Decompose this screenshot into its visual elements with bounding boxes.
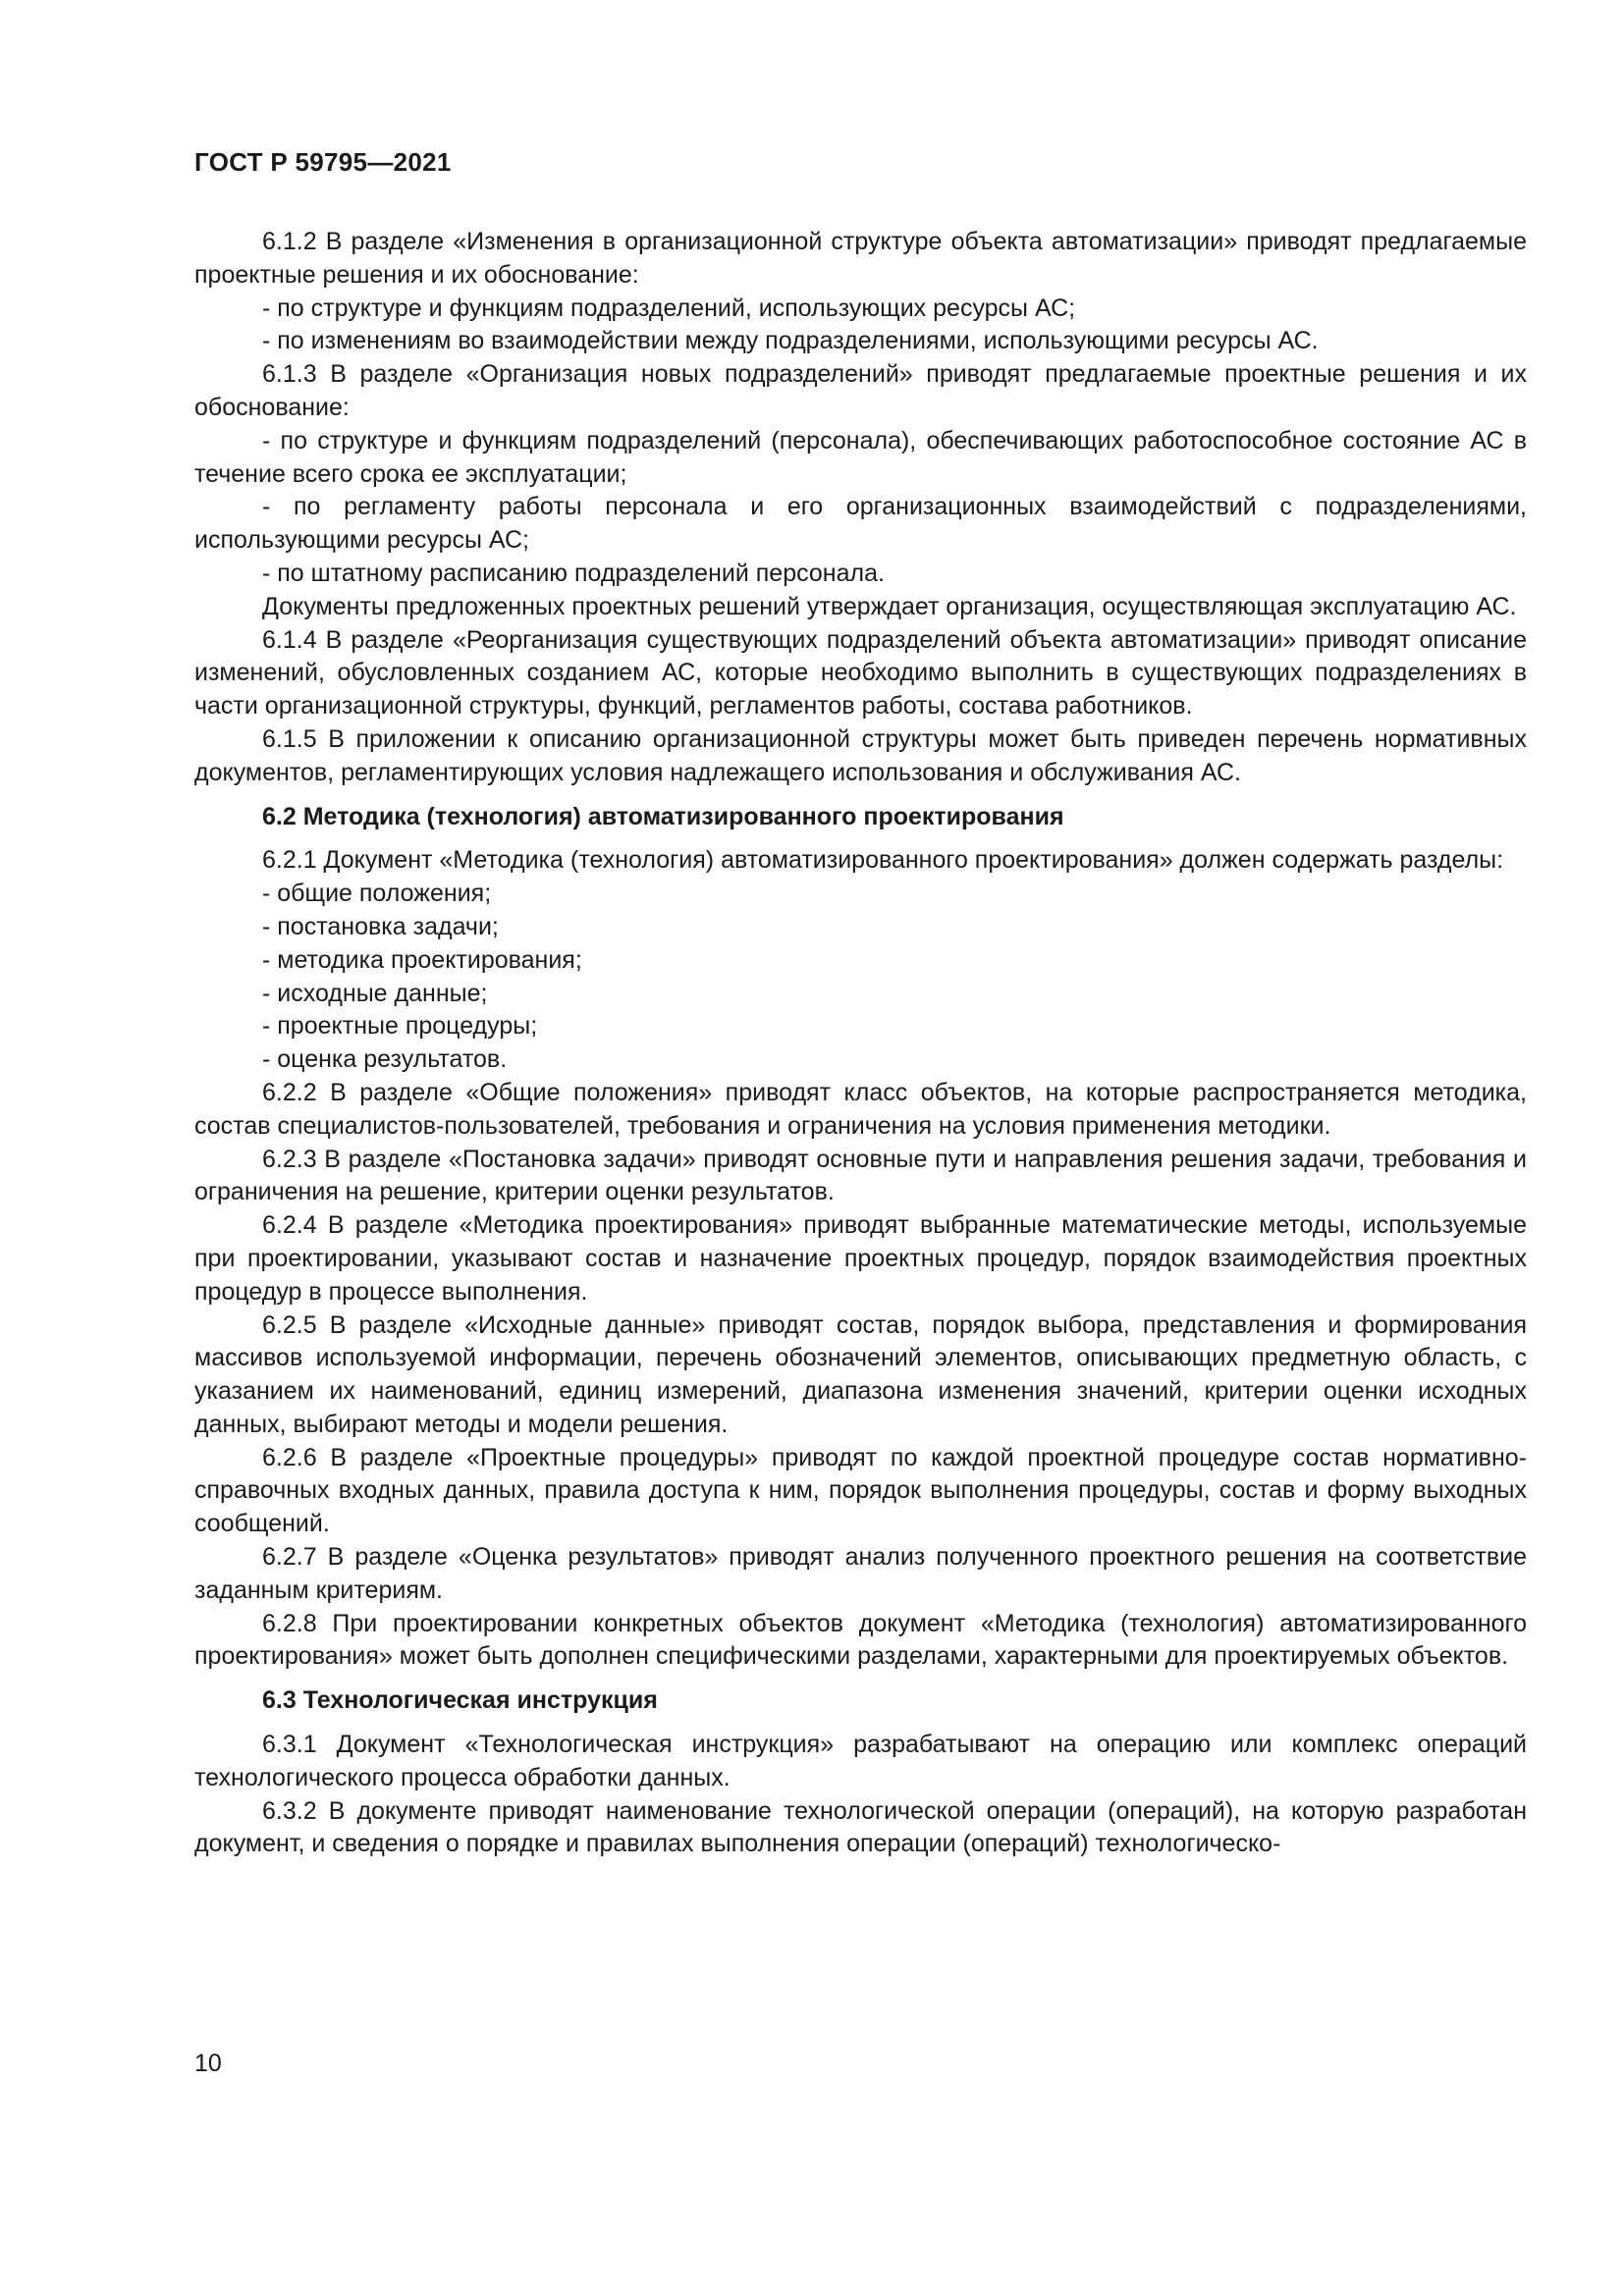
section-heading: 6.2 Методика (технология) автоматизированного проектирования bbox=[262, 802, 1064, 830]
document-body bbox=[194, 226, 1527, 1861]
paragraph: 6.3.2 В документе приводят наименование технологической операции (операций), на которую разработан документ, и сведения о порядке и правилах выполнения операции (операций) технологическо- bbox=[194, 1796, 1527, 1858]
page-number: 10 bbox=[194, 2050, 222, 2077]
paragraph: 6.2.1 Документ «Методика (технология) автоматизированного проектирования» должен содержать разделы: bbox=[262, 846, 1504, 875]
paragraph: 6.2.6 В разделе «Проектные процедуры» приводят по каждой проектной процедуре состав нормативно-справочных входных данных, правила доступа к ним, порядок выполнения процедуры, состав и форму выходных сообщений. bbox=[194, 1443, 1527, 1538]
paragraph: 6.2.5 В разделе «Исходные данные» приводят состав, порядок выбора, представления и формирования массивов используемой информации, перечень обозначений элементов, описывающих предметную область, с указанием их наименований, единиц измерений, диапазона изменения значений, критерии оценки исходных данных, выбирают методы и модели решения. bbox=[194, 1310, 1527, 1438]
list-item: - исходные данные; bbox=[262, 979, 488, 1007]
paragraph: 6.1.3 В разделе «Организация новых подразделений» приводят предлагаемые проектные решения и их обоснование: bbox=[194, 360, 1527, 421]
list-item: - по регламенту работы персонала и его организационных взаимодействий с подразделениями, использующими ресурсы АС; bbox=[194, 493, 1527, 555]
list-item: - по изменениям во взаимодействии между подразделениями, использующими ресурсы АС. bbox=[262, 327, 1319, 355]
paragraph: 6.3.1 Документ «Технологическая инструкция» разрабатывают на операцию или комплекс операций технологического процесса обработки данных. bbox=[194, 1731, 1527, 1791]
paragraph: 6.1.5 В приложении к описанию организационной структуры может быть приведен перечень нормативных документов, регламентирующих условия надлежащего использования и обслуживания АС. bbox=[194, 724, 1527, 786]
list-item: - по структуре и функциям подразделений (персонала), обеспечивающих работоспособное состояние АС в течение всего срока ее эксплуатации; bbox=[194, 426, 1527, 488]
paragraph: 6.2.4 В разделе «Методика проектирования» приводят выбранные математические методы, используемые при проектировании, указывают состав и назначение проектных процедур, порядок взаимодействия проектных процедур в процессе выполнения. bbox=[194, 1211, 1527, 1306]
list-item: - по структуре и функциям подразделений, использующих ресурсы АС; bbox=[262, 294, 1076, 322]
paragraph: 6.1.2 В разделе «Изменения в организационной структуре объекта автоматизации» приводят предлагаемые проектные решения и их обоснование: bbox=[194, 228, 1527, 289]
list-item: - методика проектирования; bbox=[262, 945, 582, 974]
paragraph: 6.2.7 В разделе «Оценка результатов» приводят анализ полученного проектного решения на соответствие заданным критериям. bbox=[194, 1543, 1527, 1604]
list-item: - оценка результатов. bbox=[262, 1045, 508, 1074]
list-item: - по штатному расписанию подразделений персонала. bbox=[262, 559, 885, 587]
paragraph: 6.1.4 В разделе «Реорганизация существующих подразделений объекта автоматизации» приводят описание изменений, обусловленных созданием АС, которые необходимо выполнить в существующих подразделениях в части организационной структуры, функций, регламентов работы, состава работников. bbox=[194, 625, 1527, 721]
paragraph: Документы предложенных проектных решений утверждает организация, осуществляющая эксплуатацию АС. bbox=[262, 592, 1517, 620]
list-item: - общие положения; bbox=[262, 880, 492, 908]
document-header: ГОСТ Р 59795—2021 bbox=[194, 147, 452, 177]
paragraph: 6.2.3 В разделе «Постановка задачи» приводят основные пути и направления решения задачи, требования и ограничения на решение, критерии оценки результатов. bbox=[194, 1145, 1527, 1206]
list-item: - постановка задачи; bbox=[262, 912, 499, 940]
section-heading: 6.3 Технологическая инструкция bbox=[262, 1686, 658, 1715]
list-item: - проектные процедуры; bbox=[262, 1012, 538, 1041]
paragraph: 6.2.8 При проектировании конкретных объектов документ «Методика (технология) автоматизированного проектирования» может быть дополнен специфическими разделами, характерными для проектируемых объектов. bbox=[194, 1609, 1527, 1671]
paragraph: 6.2.2 В разделе «Общие положения» приводят класс объектов, на которые распространяется методика, состав специалистов-пользователей, требования и ограничения на условия применения методики. bbox=[194, 1078, 1527, 1140]
